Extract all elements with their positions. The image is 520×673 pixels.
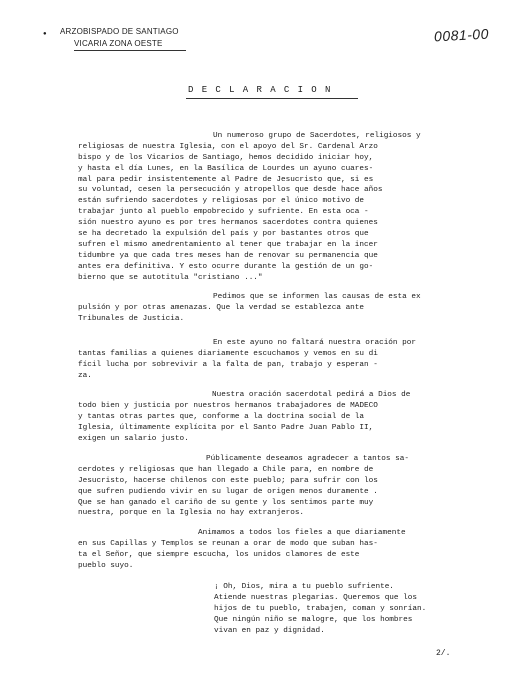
bullet-mark: ●: [43, 30, 47, 37]
text-line: pulsión y por otras amenazas. Que la verdad se establezca ante: [78, 303, 365, 312]
text-line: ta el Señor, que siempre escucha, los unidos clamores de este: [78, 550, 360, 559]
document-number-stamp: 0081-00: [433, 25, 490, 45]
text-line: todo bien y justicia por nuestros hermanos trabajadores de MADECO: [78, 401, 378, 410]
text-line: religiosas de nuestra Iglesia, con el apoyo del Sr. Cardenal Arzo: [78, 142, 378, 151]
text-line: Animamos a todos los fieles a que diariamente: [198, 529, 406, 537]
text-line: exigen un salario justo.: [78, 434, 189, 443]
text-line: mal para pedir insistentemente al Padre de Jesucristo que, si es: [78, 175, 374, 184]
prayer-line: ¡ Oh, Dios, mira a tu pueblo sufriente.: [214, 583, 394, 591]
page-number: 2/.: [436, 649, 451, 658]
prayer-line: Que ningún niño se malogre, que los hombres: [214, 615, 413, 624]
text-line: Pedimos que se informen las causas de esta ex: [213, 293, 421, 301]
text-line: fícil lucha por sobrevivir a la falta de pan, trabajo y esperan -: [78, 360, 378, 369]
text-line: Un numeroso grupo de Sacerdotes, religiosos y: [213, 132, 421, 140]
paragraph-5: [78, 454, 458, 519]
paragraph-6: [78, 528, 458, 572]
text-line: su voluntad, cesen la persecución y atropellos que desde hace años: [78, 186, 383, 195]
text-line: sión nuestro ayuno es por tres hermanos sacerdotes contra quienes: [78, 219, 378, 228]
text-line: nuestra, porque en la Iglesia no hay extranjeros.: [78, 509, 305, 518]
letterhead-underline: [74, 50, 186, 51]
prayer-block: [214, 582, 426, 636]
paragraph-1: [78, 131, 458, 283]
text-line: En este ayuno no faltará nuestra oración por: [213, 339, 416, 347]
paragraph-4: [78, 390, 458, 444]
document-title: DECLARACION: [188, 85, 339, 95]
text-line: tidumbre ya que cada tres meses han de renovar su permanencia que: [78, 251, 378, 260]
letterhead: [60, 26, 179, 50]
letterhead-line-1: ARZOBISPADO DE SANTIAGO: [60, 27, 179, 36]
text-line: pueblo suyo.: [78, 561, 134, 570]
text-line: cerdotes y religiosas que han llegado a Chile para, en nombre de: [78, 465, 374, 474]
text-line: Públicamente deseamos agradecer a tantos sa-: [206, 455, 409, 463]
text-line: Tribunales de Justicia.: [78, 314, 185, 323]
title-underline: [186, 98, 358, 99]
text-line: za.: [78, 371, 92, 380]
text-line: y hasta el día Lunes, en la Basílica de Lourdes un ayuno cuares-: [78, 164, 374, 173]
text-line: Nuestra oración sacerdotal pedirá a Dios de: [212, 391, 411, 399]
text-line: trabajar junto al pueblo empobrecido y sufriente. En esta oca -: [78, 208, 369, 217]
text-line: Que se han ganado el cariño de su gente y los sentimos parte muy: [78, 498, 374, 507]
text-line: en sus Capillas y Templos se reunan a orar de modo que suban has-: [78, 539, 378, 548]
text-line: que sufren pudiendo vivir en su lugar de origen menos duramente .: [78, 487, 378, 496]
prayer-line: vivan en paz y dignidad.: [214, 626, 325, 635]
text-line: Jesucristo, hacerse chilenos con este pueblo; para sufrir con los: [78, 476, 378, 485]
paragraph-2: [78, 292, 458, 325]
text-line: Iglesia, últimamente explícita por el Santo Padre Juan Pablo II,: [78, 423, 374, 432]
prayer-line: Atiende nuestras plegarias. Queremos que los: [214, 593, 417, 602]
text-line: tantas familias a quienes diariamente escuchamos y vemos en su di: [78, 349, 378, 358]
text-line: bispo y de los Vicarios de Santiago, hemos decidido iniciar hoy,: [78, 153, 374, 162]
text-line: están sufriendo sacerdotes y religiosas por el único motivo de: [78, 197, 365, 206]
paragraph-3: [78, 338, 458, 382]
letterhead-line-2: VICARIA ZONA OESTE: [74, 39, 163, 48]
text-line: sufren el mismo amedrentamiento al tener que trabajar en la incer: [78, 240, 378, 249]
prayer-line: hijos de tu pueblo, trabajen, coman y sonrían.: [214, 604, 427, 613]
text-line: se ha decretado la expulsión del país y por bastantes otros que: [78, 230, 369, 239]
text-line: antes era definitiva. Y esto ocurre durante la gestión de un go-: [78, 262, 374, 271]
text-line: bierno que se autotitula "cristiano ...": [78, 273, 263, 282]
text-line: y tantas otras partes que, conforme a la doctrina social de la: [78, 412, 365, 421]
